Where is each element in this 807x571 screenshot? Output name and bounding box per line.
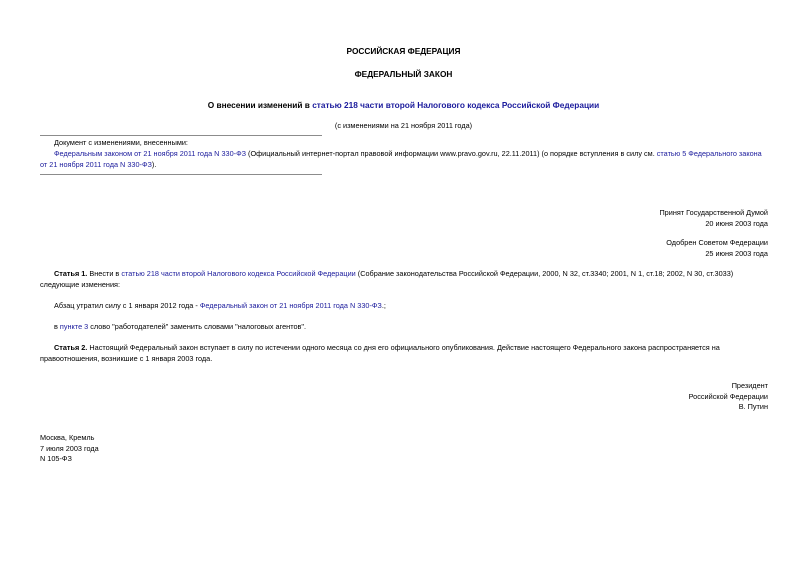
doc-type-heading: ФЕДЕРАЛЬНЫЙ ЗАКОН — [354, 69, 453, 79]
changes-details — [40, 149, 768, 170]
changes-text: (Официальный интернет-портал правовой информации www.pravo.gov.ru, 22.11.2011) (о порядке вступления в силу см. — [246, 149, 657, 158]
article-1-text: Внести в — [87, 269, 122, 278]
signature-block — [689, 381, 768, 413]
amendment-note: (с изменениями на 21 ноября 2011 года) — [334, 121, 473, 130]
signing-date: 7 июля 2003 года — [40, 443, 99, 453]
duma-date: 20 июня 2003 года — [705, 218, 768, 228]
council-date: 25 июня 2003 года — [705, 248, 768, 258]
para-1-text: Абзац утратил силу с 1 января 2012 года - — [54, 301, 200, 310]
changes-text-end: ). — [151, 159, 157, 169]
article-2-label: Статья 2. — [54, 343, 88, 352]
law-number: N 105-ФЗ — [40, 454, 72, 463]
country-heading: РОССИЙСКАЯ ФЕДЕРАЦИЯ — [346, 46, 461, 56]
article-2-text: Настоящий Федеральный закон вступает в силу по истечении одного месяца со дня его официального опубликования. Действие настоящего Федерального закона распространяется на правоотношения, возникшие с 1 января 2003 года. — [40, 343, 720, 363]
changes-bottom-divider — [40, 174, 322, 175]
signature-title: Президент — [731, 381, 768, 390]
changes-intro: Документ с изменениями, внесенными: — [54, 138, 188, 147]
document-title — [0, 100, 807, 110]
clause-3-link[interactable]: пункте 3 — [59, 322, 89, 331]
duma-adoption — [659, 208, 768, 229]
article-2 — [40, 343, 768, 364]
article-1 — [40, 269, 768, 290]
signature-country: Российской Федерации — [688, 391, 768, 401]
signature-name: В. Путин — [738, 402, 768, 411]
para-1-end: .; — [381, 301, 386, 310]
article-1-text-cont: (Собрание законодательства Российской Федерации, 2000, N 32, ст.3340; 2001, N 1, ст.18; 2002, N 30, ст.3033) следующие изменения: — [40, 269, 734, 289]
place: Москва, Кремль — [40, 433, 95, 442]
para-2-text: в — [54, 322, 60, 331]
repeal-law-link[interactable]: Федеральный закон от 21 ноября 2011 года N 330-ФЗ — [199, 301, 382, 310]
title-prefix: О внесении изменений в — [207, 100, 313, 110]
article-1-para-2 — [40, 322, 768, 333]
para-2-text-cont: слово "работодателей" заменить словами "налоговых агентов". — [88, 322, 307, 331]
amending-law-link[interactable]: Федеральным законом от 21 ноября 2011 года N 330-ФЗ — [54, 149, 247, 158]
council-approval — [666, 238, 768, 259]
article-218-link[interactable]: статью 218 части второй Налогового кодекса Российской Федерации — [121, 269, 356, 278]
title-article-link[interactable]: статью 218 части второй Налогового кодекса Российской Федерации — [312, 100, 600, 110]
article-1-label: Статья 1. — [54, 269, 88, 278]
duma-line: Принят Государственной Думой — [659, 208, 768, 217]
article-1-para-1 — [40, 301, 768, 312]
changes-top-divider — [40, 135, 322, 136]
article-5-link[interactable]: статью 5 Федерального закона от 21 ноября 2011 года N 330-ФЗ — [40, 149, 762, 169]
place-date-block — [40, 433, 99, 465]
council-line: Одобрен Советом Федерации — [666, 238, 768, 247]
